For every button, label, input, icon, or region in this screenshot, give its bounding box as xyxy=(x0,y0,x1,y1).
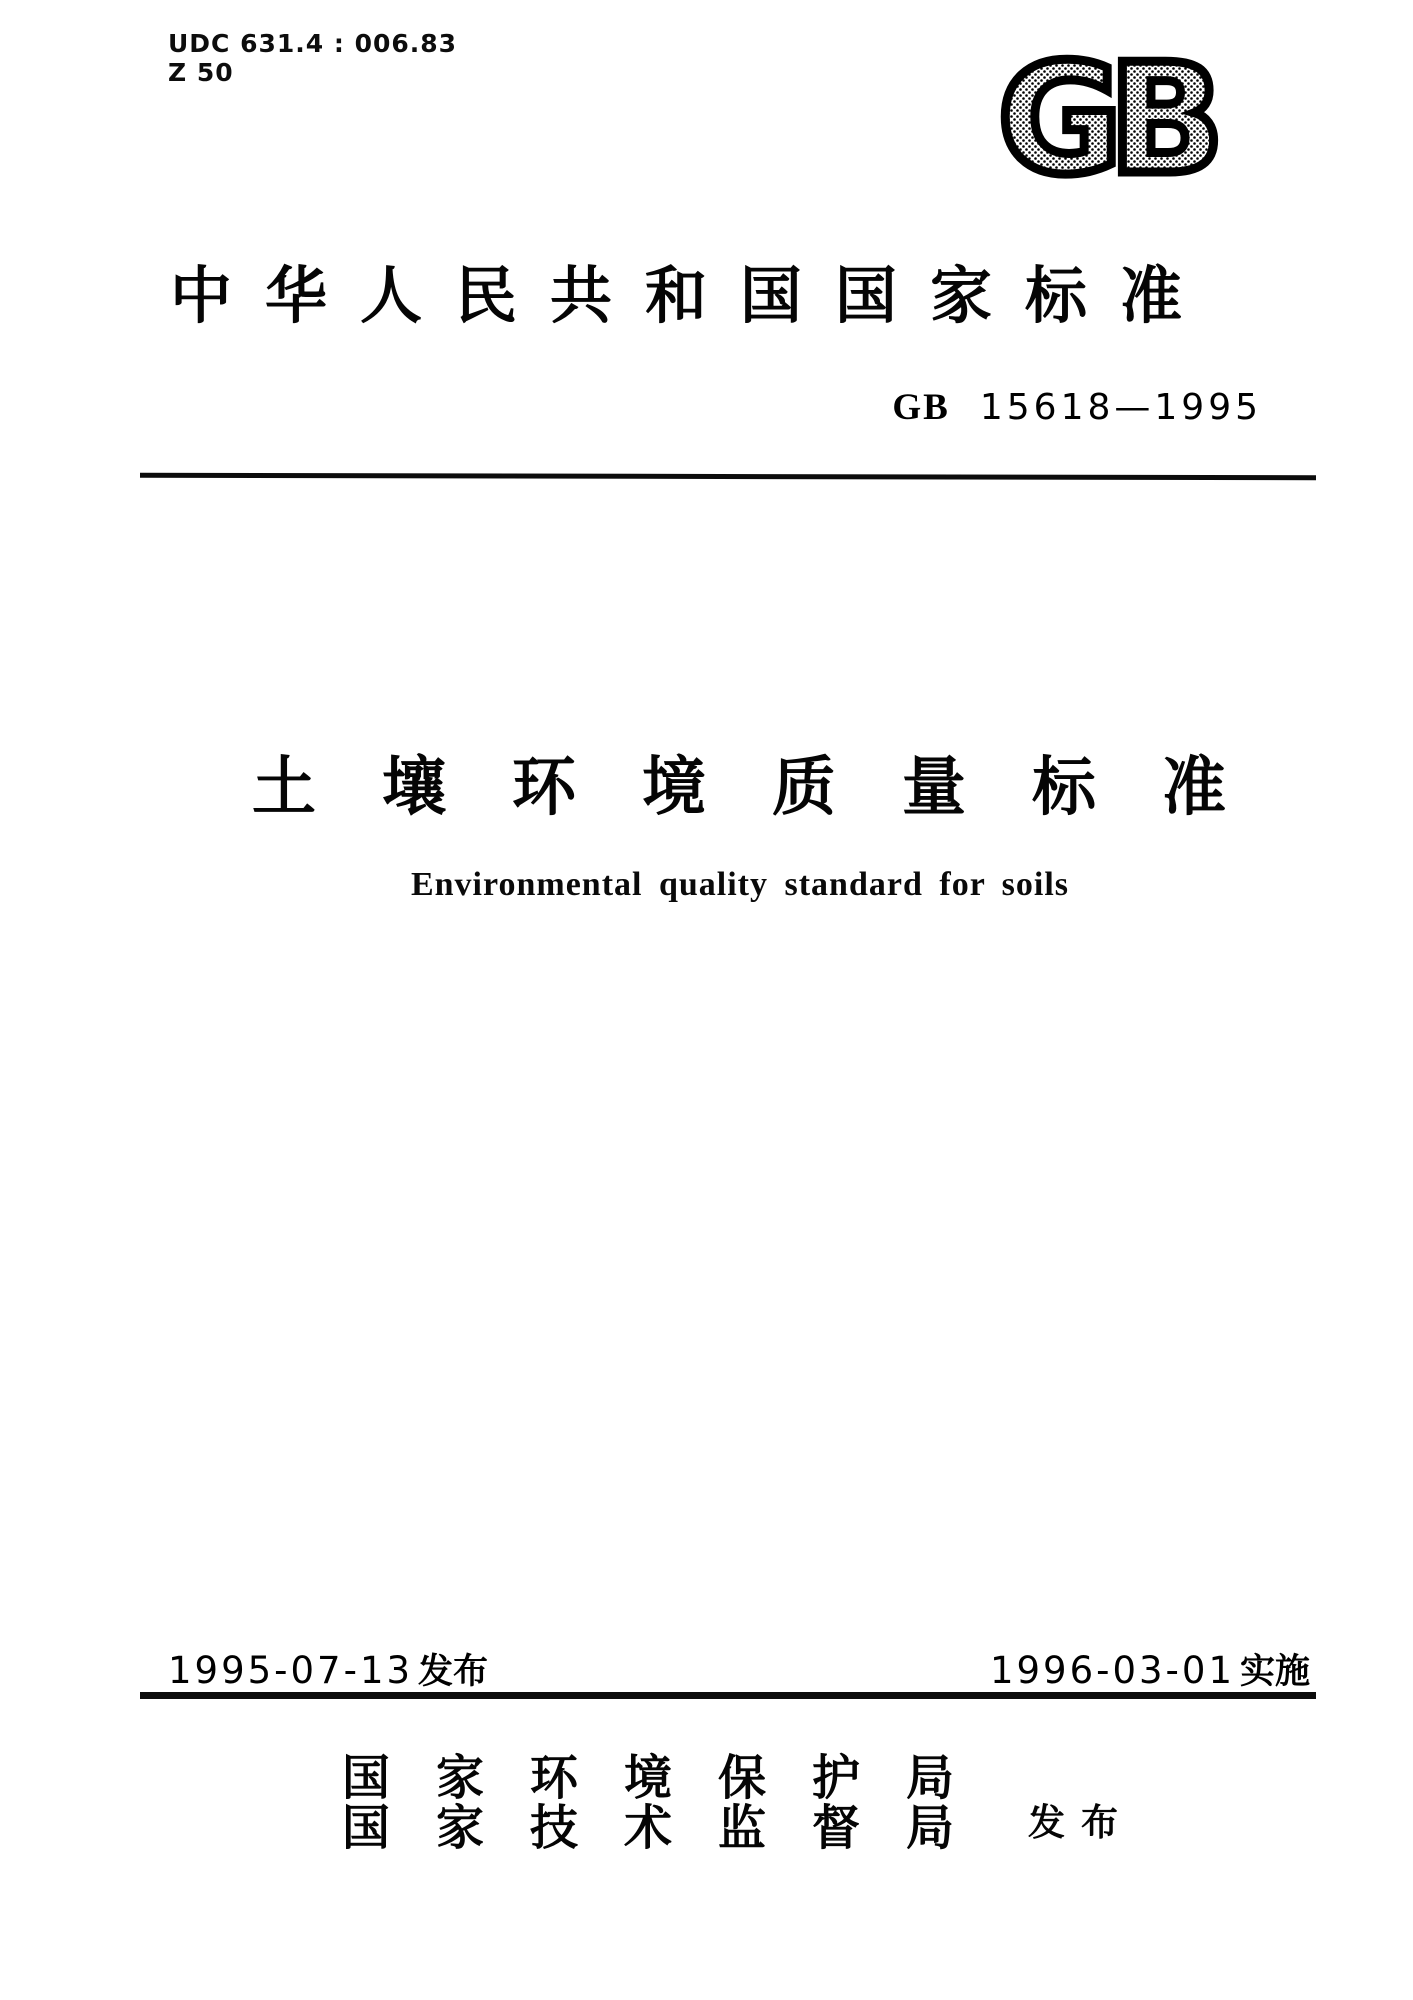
gb-logo xyxy=(983,40,1225,190)
gb-logo-graphic xyxy=(983,40,1225,190)
issuing-body-2: 国家技术监督局 xyxy=(342,1802,1001,1855)
divider-top xyxy=(140,473,1316,480)
gb-logo-letters: GB xyxy=(997,40,1211,190)
standard-code-number: 15618—1995 xyxy=(979,387,1262,428)
divider-bottom xyxy=(140,1692,1316,1699)
effective-label: 实施 xyxy=(1239,1652,1310,1691)
effective-date-line xyxy=(990,1644,1310,1694)
udc-code: UDC 631.4 : 006.83 xyxy=(168,29,458,58)
issuing-body-1: 国家环境保护局 xyxy=(342,1752,1001,1805)
standard-code xyxy=(892,386,1262,429)
standard-code-label: GB xyxy=(892,387,950,428)
issue-date-line xyxy=(168,1644,488,1694)
issuing-bodies xyxy=(342,1754,1000,1854)
udc-block xyxy=(168,30,457,87)
effective-date: 1996-03-01 xyxy=(989,1649,1235,1692)
publish-label: 发布 xyxy=(1028,1803,1134,1844)
issue-label: 发布 xyxy=(418,1652,489,1691)
classification-code: Z 50 xyxy=(168,57,234,87)
document-title-en: Environmental quality standard for soils xyxy=(410,866,1070,903)
national-standard-heading: 中华人民共和国国家标准 xyxy=(170,263,1216,331)
document-title-zh: 土壤环境质量标准 xyxy=(252,752,1292,823)
issue-date: 1995-07-13 xyxy=(168,1649,414,1692)
